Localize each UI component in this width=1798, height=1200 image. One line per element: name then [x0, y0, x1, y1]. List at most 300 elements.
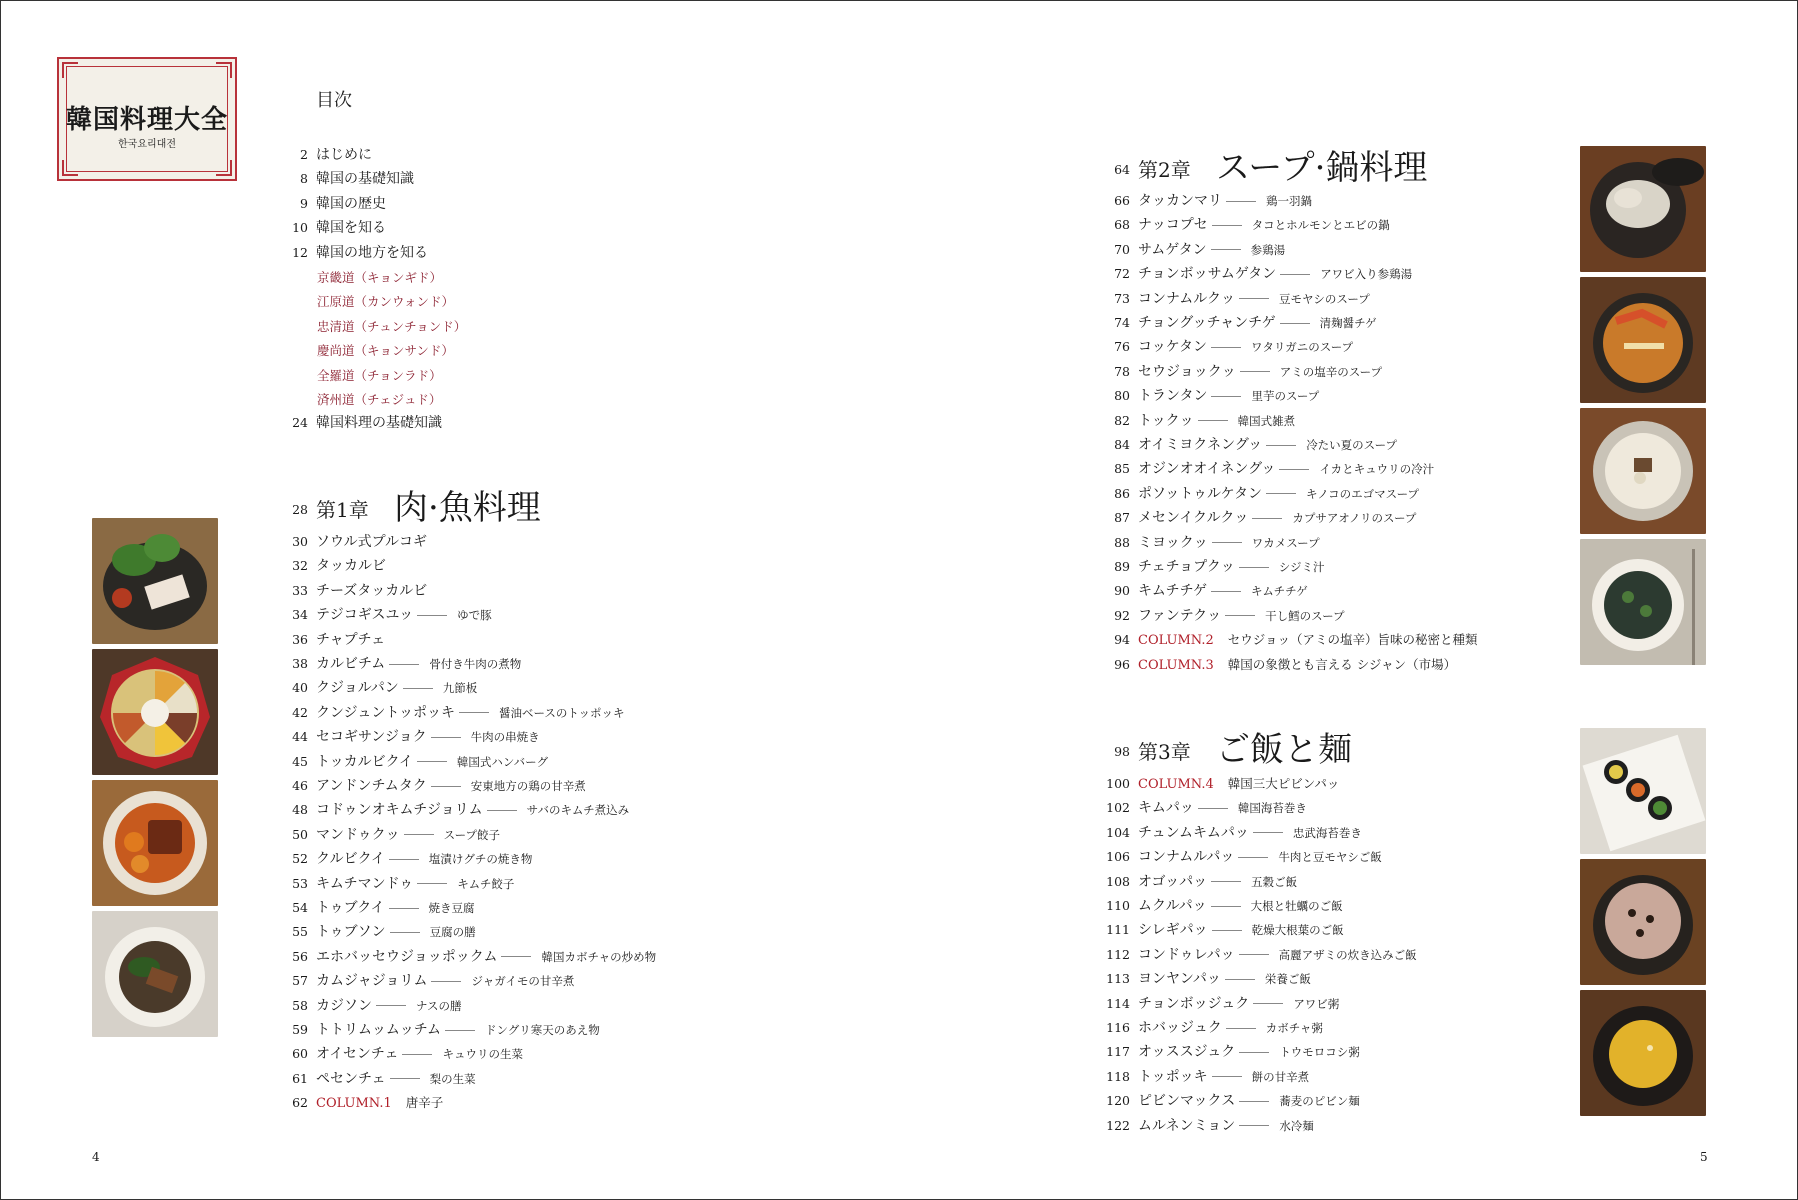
dash-separator — [1239, 298, 1269, 299]
toc-entry-text — [316, 554, 386, 578]
entry-title: カルビチム — [316, 656, 386, 672]
entry-description: ワタリガニのスープ — [1251, 340, 1354, 355]
entry-description: キムチチゲ — [1251, 584, 1308, 599]
dash-separator — [389, 859, 419, 860]
toc-entry-text — [316, 652, 521, 676]
toc-entry-text — [1138, 943, 1417, 967]
entry-description: 焼き豆腐 — [428, 901, 475, 915]
entry-title: コッケタン — [1138, 339, 1208, 356]
dash-separator — [404, 834, 434, 835]
dash-separator — [1226, 1028, 1256, 1029]
dash-separator — [459, 712, 489, 713]
toc-page-number: 120 — [1106, 1093, 1130, 1109]
toc-page-number: 34 — [292, 607, 308, 623]
toc-entry-text — [1138, 555, 1324, 579]
entry-description: タコとホルモンとエビの鍋 — [1251, 218, 1390, 233]
entry-description: サバのキムチ煮込み — [526, 803, 630, 818]
toc-entry-text — [316, 192, 386, 216]
toc-page-number: 53 — [292, 875, 308, 891]
entry-title: ナッコプセ — [1138, 217, 1208, 234]
toc-entry-text — [1138, 967, 1311, 991]
entry-title: コンドゥレパッ — [1138, 946, 1235, 963]
toc-entry-text — [1138, 482, 1419, 506]
dash-separator — [389, 908, 419, 909]
photo-hobakjuk — [1580, 990, 1706, 1116]
toc-entry-text — [1138, 628, 1478, 653]
toc-page-number: 92 — [1114, 607, 1130, 623]
dash-separator — [1266, 493, 1296, 494]
toc-entry-text — [316, 676, 477, 700]
region-item: 慶尚道（キョンサンド） — [317, 343, 454, 359]
entry-title: チョングッチャンチゲ — [1138, 315, 1276, 331]
entry-title: 韓国の基礎知識 — [316, 171, 414, 188]
entry-description: 蕎麦のピビン麺 — [1279, 1094, 1360, 1109]
entry-title: チュンムキムパッ — [1138, 824, 1249, 841]
entry-description: 骨付き牛肉の煮物 — [429, 657, 522, 671]
toc-entry-text — [316, 1042, 523, 1066]
dash-separator — [487, 810, 517, 811]
toc-entry-text — [1138, 894, 1343, 918]
entry-description: アワビ入り参鶏湯 — [1320, 267, 1413, 282]
entry-description: トウモロコシ粥 — [1279, 1045, 1360, 1060]
toc-entry-text — [1138, 992, 1339, 1016]
toc-page-number: 104 — [1106, 824, 1130, 840]
entry-title: セウジョックッ — [1138, 363, 1236, 380]
entry-title: クンジュントッポッキ — [316, 704, 455, 721]
entry-title: アンドンチムタク — [316, 778, 427, 794]
column-label: COLUMN.4 — [1138, 777, 1214, 792]
toc-entry-text — [1138, 262, 1412, 286]
toc-page-number: 86 — [1114, 485, 1130, 501]
toc-entry-text — [1138, 1114, 1314, 1138]
entry-title: キムチチゲ — [1138, 583, 1208, 600]
dash-separator — [445, 1030, 475, 1031]
toc-heading: 目次 — [316, 90, 352, 111]
entry-title: シレギパッ — [1138, 922, 1208, 939]
chapter-title: ご飯と麺 — [1216, 730, 1352, 770]
entry-title: チェチョプクッ — [1138, 559, 1235, 575]
toc-entry-text — [316, 750, 548, 774]
toc-entry-text — [1138, 579, 1308, 603]
toc-page-number: 102 — [1106, 800, 1130, 816]
region-item: 江原道（カンウォンド） — [317, 294, 455, 310]
toc-entry-text — [316, 241, 428, 265]
photo-jaecheopguk — [1580, 539, 1706, 665]
dash-separator — [1239, 1052, 1269, 1053]
entry-description: 大根と牡蠣のご飯 — [1250, 899, 1343, 913]
entry-title: コドゥンオキムチジョリム — [316, 802, 483, 819]
entry-description: ジャガイモの甘辛煮 — [471, 974, 575, 989]
toc-page-number: 38 — [292, 656, 308, 671]
toc-entry-text — [316, 1091, 443, 1116]
toc-page-number: 44 — [292, 729, 308, 745]
toc-page-number: 61 — [292, 1070, 308, 1086]
entry-title: チャプチェ — [316, 631, 386, 648]
dash-separator — [1211, 347, 1241, 348]
toc-entry-text — [1138, 335, 1353, 359]
toc-entry-text — [1138, 506, 1416, 530]
toc-page-number: 52 — [292, 851, 308, 867]
toc-page-number: 68 — [1114, 217, 1130, 233]
toc-page-number: 33 — [292, 582, 308, 598]
entry-title: クジョルパン — [316, 680, 399, 697]
column-label: COLUMN.3 — [1138, 657, 1214, 673]
entry-title: ムクルパッ — [1138, 898, 1207, 914]
toc-page-number: 55 — [292, 924, 308, 940]
entry-title: テジコギスユッ — [316, 607, 414, 624]
entry-description: カプサアオノリのスープ — [1292, 511, 1417, 526]
entry-title: チョンボッジュク — [1138, 995, 1250, 1012]
dash-separator — [390, 1078, 420, 1079]
toc-entry-text — [1138, 457, 1434, 481]
dash-separator — [417, 615, 447, 616]
entry-description: 韓国の象徴とも言える シジャン（市場） — [1227, 656, 1457, 672]
dash-separator — [1212, 1076, 1242, 1077]
dash-separator — [1198, 808, 1228, 809]
entry-description: キュウリの生菜 — [442, 1047, 523, 1062]
toc-entry-text — [316, 530, 427, 554]
toc-entry-text — [1138, 384, 1319, 408]
toc-entry-text — [1138, 1016, 1323, 1040]
entry-title: カジソン — [316, 997, 372, 1014]
toc-entry-text — [316, 994, 462, 1018]
entry-title: オイセンチェ — [316, 1046, 399, 1063]
entry-title: タッカンマリ — [1138, 193, 1222, 209]
photo-ogokbap — [1580, 859, 1706, 985]
toc-entry-text — [316, 167, 414, 191]
entry-description: セウジョッ（アミの塩辛）旨味の秘密と種類 — [1227, 632, 1478, 648]
toc-page-number: 70 — [1114, 241, 1130, 257]
toc-page-number: 54 — [292, 900, 308, 915]
entry-description: イカとキュウリの冷汁 — [1319, 462, 1435, 477]
dash-separator — [1240, 371, 1270, 372]
dash-separator — [1212, 225, 1242, 226]
dash-separator — [1211, 906, 1241, 907]
toc-page-number: 82 — [1114, 412, 1130, 428]
dash-separator — [402, 1054, 432, 1055]
entry-title: 韓国を知る — [316, 220, 386, 237]
entry-description: 里芋のスープ — [1251, 389, 1320, 404]
column-label: COLUMN.2 — [1138, 633, 1214, 649]
toc-entry-text — [316, 896, 475, 920]
entry-title: チョンボッサムゲタン — [1138, 266, 1277, 283]
dash-separator — [1211, 396, 1241, 397]
toc-page-number: 73 — [1114, 290, 1130, 306]
toc-entry-text — [316, 216, 386, 240]
entry-title: コンナムルパッ — [1138, 849, 1235, 866]
entry-title: トックッ — [1138, 412, 1194, 429]
toc-page-number: 74 — [1114, 315, 1130, 330]
toc-page-number: 80 — [1114, 388, 1130, 404]
entry-description: ドングリ寒天のあえ物 — [485, 1023, 600, 1037]
toc-entry-text — [1138, 870, 1297, 894]
entry-title: オッススジュク — [1138, 1044, 1236, 1061]
toc-entry-text — [1138, 653, 1456, 678]
entry-title: オジンオオイネングッ — [1138, 461, 1276, 478]
dash-separator — [1239, 954, 1269, 955]
chapter-title: スープ·鍋料理 — [1216, 148, 1428, 188]
entry-description: ワカメスープ — [1251, 535, 1320, 550]
entry-description: スープ餃子 — [443, 827, 501, 842]
dash-separator — [1226, 201, 1256, 202]
toc-page-number: 94 — [1114, 632, 1130, 648]
entry-description: 栄養ご飯 — [1264, 972, 1311, 987]
book-logo — [57, 57, 237, 181]
photo-gujeolpan — [92, 649, 218, 775]
toc-page-number: 56 — [292, 948, 308, 964]
entry-description: 韓国式ハンバーグ — [456, 754, 549, 769]
dash-separator — [403, 688, 433, 689]
toc-page-number: 66 — [1114, 193, 1130, 208]
toc-entry-text — [316, 411, 442, 435]
toc-page-number: 113 — [1106, 971, 1130, 987]
entry-description: 九節板 — [442, 681, 478, 696]
toc-entry-text — [316, 798, 629, 822]
dash-separator — [1280, 274, 1310, 275]
toc-page-number: 24 — [292, 415, 308, 431]
dash-separator — [1239, 1125, 1269, 1126]
toc-page-number: 40 — [292, 680, 308, 696]
toc-page-number: 100 — [1106, 776, 1130, 791]
toc-page-number: 96 — [1114, 656, 1130, 672]
dash-separator — [1225, 615, 1255, 616]
region-item: 全羅道（チョンラド） — [317, 367, 442, 383]
dash-separator — [1212, 930, 1242, 931]
chapter-title: 肉·魚料理 — [394, 488, 541, 528]
entry-description: キムチ餃子 — [457, 876, 515, 891]
entry-title: エホバッセウジョッポックム — [316, 948, 498, 965]
toc-entry-text — [1138, 433, 1397, 457]
toc-page-number: 112 — [1106, 946, 1130, 962]
toc-page-number: 72 — [1114, 266, 1130, 282]
dash-separator — [431, 786, 461, 787]
toc-page-number: 30 — [292, 534, 308, 549]
toc-entry-text — [1138, 772, 1339, 797]
dash-separator — [1239, 1101, 1269, 1102]
entry-description: カボチャ粥 — [1265, 1021, 1323, 1035]
dash-separator — [1252, 518, 1282, 519]
entry-title: トトリムッムッチム — [316, 1022, 442, 1038]
toc-entry-text — [316, 628, 385, 652]
entry-title: オイミヨクネングッ — [1138, 437, 1263, 453]
entry-title: トッポッキ — [1138, 1068, 1208, 1085]
chapter-page-number: 98 — [1114, 744, 1130, 759]
toc-page-number: 116 — [1106, 1020, 1130, 1035]
toc-entry-text — [316, 701, 625, 725]
column-label: COLUMN.1 — [316, 1096, 392, 1112]
toc-entry-text — [1138, 604, 1345, 628]
toc-page-number: 85 — [1114, 461, 1130, 477]
toc-entry-text — [1138, 287, 1370, 311]
region-item: 済州道（チェジュド） — [317, 392, 442, 407]
chapter-number: 第2章 — [1138, 158, 1191, 182]
toc-page-number: 60 — [292, 1046, 308, 1062]
entry-title: トッカルビクイ — [316, 753, 413, 770]
toc-page-number: 57 — [292, 973, 308, 989]
dash-separator — [1280, 323, 1310, 324]
toc-entry-text — [1138, 311, 1377, 335]
photo-bossam — [92, 518, 218, 644]
toc-page-number: 87 — [1114, 510, 1130, 526]
toc-page-number: 90 — [1114, 583, 1130, 599]
toc-entry-text — [316, 143, 372, 167]
toc-entry-text — [316, 603, 492, 627]
toc-entry-text — [1138, 821, 1362, 845]
toc-entry-text — [1138, 1040, 1360, 1064]
entry-title: セコギサンジョク — [316, 729, 427, 746]
dash-separator — [1198, 420, 1228, 421]
toc-page-number: 32 — [292, 558, 308, 574]
toc-page-number: 111 — [1106, 922, 1130, 938]
entry-title: ペセンチェ — [316, 1070, 386, 1087]
toc-entry-text — [316, 920, 476, 944]
toc-entry-text — [316, 945, 656, 969]
toc-page-number: 110 — [1106, 898, 1130, 913]
toc-page-number: 78 — [1114, 363, 1130, 379]
toc-entry-text — [1138, 1065, 1309, 1089]
photo-kkotgetang — [1580, 277, 1706, 403]
entry-description: シジミ汁 — [1278, 560, 1325, 574]
toc-page-number: 58 — [292, 997, 308, 1013]
dash-separator — [1225, 979, 1255, 980]
entry-title: キムパッ — [1138, 800, 1194, 817]
entry-title: トランタン — [1138, 388, 1208, 405]
toc-entry-text — [316, 725, 540, 749]
toc-page-number: 84 — [1114, 437, 1130, 452]
entry-title: ポソットゥルケタン — [1138, 485, 1262, 502]
entry-description: 醤油ベースのトッポッキ — [498, 705, 625, 720]
toc-entry-text — [1138, 238, 1285, 262]
entry-title: 韓国の地方を知る — [316, 244, 428, 261]
entry-description: 韓国式雑煮 — [1237, 413, 1296, 428]
toc-page-number: 122 — [1106, 1117, 1130, 1133]
dash-separator — [1279, 469, 1309, 470]
entry-title: メセンイクルクッ — [1138, 510, 1249, 527]
toc-entry-text — [1138, 531, 1320, 555]
entry-title: カムジャジョリム — [316, 973, 428, 990]
dash-separator — [1211, 249, 1241, 250]
entry-description: 餅の甘辛煮 — [1251, 1069, 1310, 1084]
entry-title: ムルネンミョン — [1138, 1117, 1236, 1134]
entry-description: 清麹醤チゲ — [1319, 316, 1377, 330]
entry-description: 高麗アザミの炊き込みご飯 — [1278, 947, 1417, 962]
toc-page-number: 108 — [1106, 873, 1130, 889]
toc-entry-text — [1138, 1089, 1360, 1113]
photo-kimbap — [1580, 728, 1706, 854]
toc-page-number: 59 — [292, 1022, 308, 1037]
entry-description: 牛肉の串焼き — [470, 730, 540, 745]
dash-separator — [501, 956, 531, 957]
toc-entry-text — [1138, 796, 1307, 820]
entry-title: ファンテクッ — [1138, 607, 1222, 624]
entry-description: 韓国三大ピビンパッ — [1227, 776, 1340, 791]
entry-description: 参鶏湯 — [1250, 242, 1286, 257]
dash-separator — [1211, 881, 1241, 882]
dash-separator — [1212, 542, 1242, 543]
toc-page-number: 118 — [1106, 1068, 1130, 1084]
entry-description: アワビ粥 — [1293, 996, 1340, 1011]
entry-title: マンドゥクッ — [316, 826, 400, 843]
toc-entry-text — [316, 1067, 476, 1091]
toc-entry-text — [316, 969, 574, 993]
entry-title: トゥブソン — [316, 924, 386, 941]
dash-separator — [417, 883, 447, 884]
toc-page-number: 48 — [292, 802, 308, 818]
entry-description: アミの塩辛のスープ — [1279, 364, 1383, 379]
dash-separator — [1253, 1003, 1283, 1004]
entry-title: 韓国の歴史 — [316, 195, 386, 212]
toc-entry-text — [1138, 918, 1344, 942]
dash-separator — [389, 664, 419, 665]
toc-entry-text — [1138, 360, 1382, 384]
toc-page-number: 117 — [1106, 1044, 1130, 1060]
toc-entry-text — [316, 872, 514, 896]
dash-separator — [1211, 591, 1241, 592]
dash-separator — [431, 737, 461, 738]
entry-title: タッカルビ — [316, 558, 386, 575]
entry-description: 牛肉と豆モヤシご飯 — [1278, 850, 1382, 865]
toc-page-number: 46 — [292, 778, 308, 793]
dash-separator — [431, 981, 461, 982]
toc-entry-text — [1138, 409, 1295, 433]
entry-description: 冷たい夏のスープ — [1306, 438, 1398, 452]
toc-page-number: 2 — [300, 147, 308, 162]
toc-page-number: 8 — [300, 171, 308, 187]
toc-page-number: 89 — [1114, 559, 1130, 574]
entry-description: 乾燥大根葉のご飯 — [1251, 923, 1344, 938]
entry-title: ソウル式プルコギ — [316, 534, 428, 550]
entry-title: ミヨックッ — [1138, 534, 1208, 551]
entry-description: 鶏一羽鍋 — [1266, 194, 1312, 208]
dash-separator — [417, 761, 447, 762]
entry-description: 水冷麺 — [1279, 1118, 1314, 1133]
photo-tofu-dish — [92, 911, 218, 1037]
entry-title: ホバッジュク — [1138, 1020, 1222, 1036]
toc-page-number: 42 — [292, 704, 308, 720]
toc-entry-text — [316, 823, 500, 847]
chapter-page-number: 64 — [1114, 162, 1130, 177]
entry-description: 韓国カボチャの炒め物 — [541, 949, 657, 964]
entry-description: 忠武海苔巻き — [1292, 825, 1362, 840]
toc-page-number: 12 — [292, 244, 308, 260]
dash-separator — [1238, 857, 1268, 858]
dash-separator — [1239, 567, 1269, 568]
entry-description: キノコのエゴマスープ — [1305, 486, 1420, 501]
chapter-page-number: 28 — [292, 502, 308, 517]
toc-entry-text — [1138, 845, 1382, 869]
entry-title: クルビクイ — [316, 851, 385, 868]
toc-page-number: 9 — [300, 195, 308, 211]
toc-page-number: 50 — [292, 826, 308, 842]
region-item: 忠清道（チュンチョンド） — [317, 318, 467, 334]
photo-toranguk — [1580, 408, 1706, 534]
entry-title: チーズタッカルビ — [316, 582, 428, 599]
dash-separator — [1253, 832, 1283, 833]
toc-entry-text — [316, 579, 427, 603]
photo-galbijjim — [92, 780, 218, 906]
entry-description: 豆腐の膳 — [429, 925, 476, 940]
toc-entry-text — [316, 847, 532, 871]
toc-entry-text — [316, 774, 586, 798]
dash-separator — [376, 1005, 406, 1006]
dash-separator — [1266, 445, 1296, 446]
entry-title: ヨンヤンパッ — [1138, 971, 1221, 988]
page-number-right: 5 — [1700, 1150, 1708, 1164]
chapter-number: 第1章 — [316, 498, 369, 522]
toc-page-number: 76 — [1114, 339, 1130, 355]
toc-page-number: 88 — [1114, 534, 1130, 550]
entry-title: サムゲタン — [1138, 241, 1207, 258]
